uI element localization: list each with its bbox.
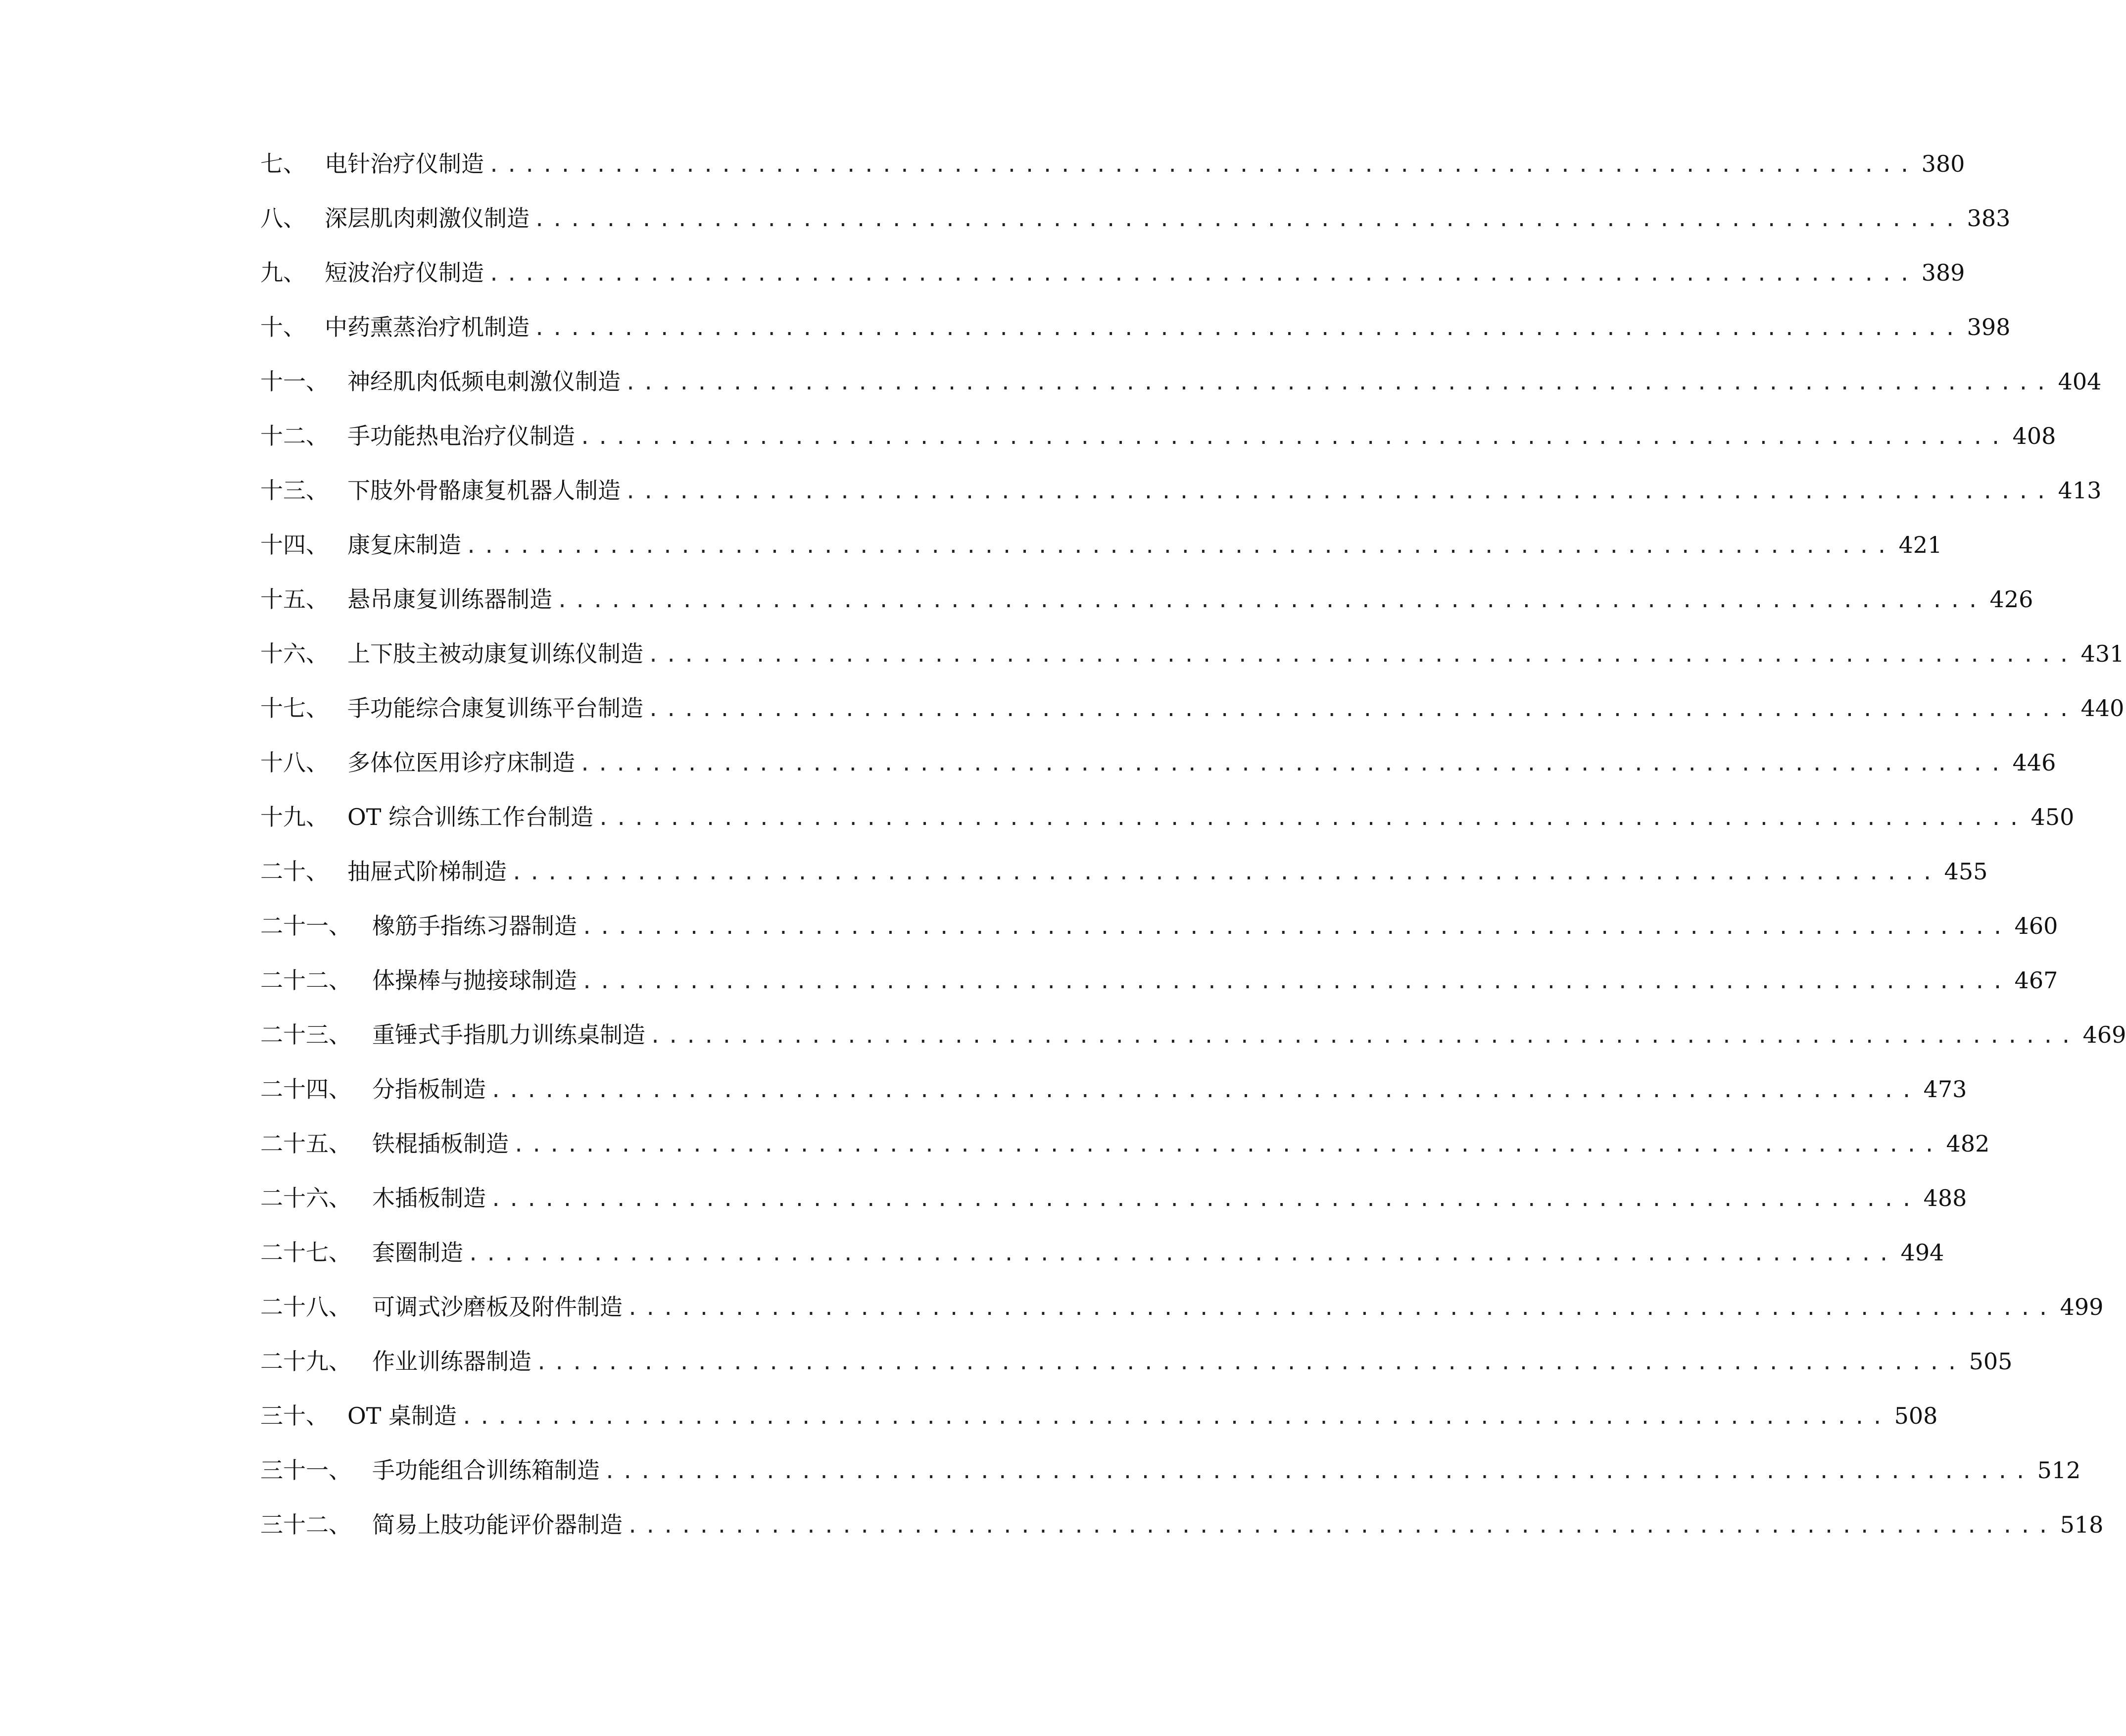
toc-entry-title: 套圈制造 [372, 1239, 463, 1266]
toc-entry[interactable] [260, 636, 2125, 690]
toc-entry-number: 二十八、 [260, 1294, 351, 1320]
toc-entry-title: 深层肌肉刺激仪制造 [325, 205, 530, 232]
toc-entry-page: 383 [1967, 205, 2011, 232]
toc-entry-number: 十八、 [260, 749, 329, 776]
toc-entry-title: 铁棍插板制造 [372, 1130, 509, 1157]
toc-entry-number: 三十一、 [260, 1457, 351, 1484]
toc-entry[interactable] [260, 1126, 1990, 1180]
toc-dot-leader: ................................................................................ [467, 1243, 1896, 1265]
toc-entry-number: 二十六、 [260, 1185, 351, 1211]
toc-entry-page: 499 [2060, 1294, 2104, 1320]
toc-entry[interactable] [260, 309, 2011, 364]
toc-entry-title: 中药熏蒸治疗机制造 [325, 314, 530, 340]
toc-entry-title: 康复床制造 [347, 531, 461, 558]
toc-entry[interactable] [260, 1398, 1938, 1452]
toc-entry-number: 二十一、 [260, 913, 351, 939]
toc-entry[interactable] [260, 1180, 1967, 1235]
toc-entry-number: 二十七、 [260, 1239, 351, 1266]
toc-entry[interactable] [260, 1289, 2104, 1344]
toc-entry-page: 505 [1969, 1348, 2013, 1375]
toc-entry[interactable] [260, 854, 1988, 908]
toc-dot-leader: ................................................................................ [627, 1297, 2055, 1320]
toc-entry-page: 469 [2082, 1021, 2126, 1048]
toc-dot-leader: ................................................................................ [579, 753, 2008, 775]
toc-entry[interactable] [260, 690, 2125, 745]
toc-entry-title: 手功能组合训练箱制造 [372, 1457, 600, 1484]
toc-entry-title: 电针治疗仪制造 [325, 150, 484, 177]
toc-entry-number: 十二、 [260, 423, 329, 449]
toc-dot-leader: ................................................................................ [625, 481, 2053, 503]
toc-entry-page: 380 [1921, 150, 1965, 177]
toc-entry-page: 460 [2014, 913, 2058, 939]
toc-entry-title: 可调式沙磨板及附件制造 [372, 1294, 623, 1320]
toc-entry[interactable] [260, 527, 1942, 581]
toc-entry-number: 九、 [260, 259, 306, 286]
toc-entry-page: 398 [1967, 314, 2011, 340]
toc-entry-title: 体操棒与抛接球制造 [372, 967, 577, 994]
toc-entry[interactable] [260, 908, 2058, 963]
toc-entry-page: 518 [2060, 1511, 2104, 1538]
toc-entry[interactable] [260, 146, 1965, 200]
toc-entry-page: 450 [2030, 804, 2075, 830]
toc-dot-leader: ................................................................................ [535, 1351, 1964, 1374]
toc-dot-leader: ................................................................................ [488, 263, 1917, 286]
toc-entry-number: 十九、 [260, 804, 329, 830]
toc-dot-leader: ................................................................................ [465, 535, 1894, 558]
toc-entry[interactable] [260, 1071, 1967, 1126]
toc-dot-leader: ................................................................................ [627, 1515, 2055, 1538]
toc-dot-leader: ................................................................................ [647, 644, 2076, 667]
toc-entry-title: OT 综合训练工作台制造 [347, 804, 594, 830]
toc-entry-number: 三十二、 [260, 1511, 351, 1538]
toc-entry-page: 446 [2012, 749, 2056, 776]
toc-entry-number: 七、 [260, 150, 306, 177]
toc-entry-title: 多体位医用诊疗床制造 [347, 749, 575, 776]
toc-entry-title: 橡筋手指练习器制造 [372, 913, 577, 939]
toc-entry-number: 十一、 [260, 368, 329, 395]
toc-dot-leader: ................................................................................ [579, 426, 2008, 449]
toc-entry-title: 下肢外骨骼康复机器人制造 [347, 477, 621, 504]
toc-entry[interactable] [260, 473, 2102, 527]
toc-entry-number: 三十、 [260, 1402, 329, 1429]
toc-entry[interactable] [260, 1235, 1944, 1289]
toc-entry-page: 467 [2014, 967, 2058, 994]
toc-entry-title: 分指板制造 [372, 1076, 486, 1103]
toc-entry[interactable] [260, 1344, 2013, 1398]
toc-dot-leader: ................................................................................ [511, 862, 1939, 884]
toc-entry-title: 作业训练器制造 [372, 1348, 532, 1375]
toc-entry-title: 手功能综合康复训练平台制造 [347, 695, 643, 722]
toc-entry[interactable] [260, 364, 2102, 418]
toc-entry[interactable] [260, 200, 2011, 255]
toc-entry-page: 455 [1944, 858, 1988, 885]
toc-dot-leader: ................................................................................ [597, 807, 2026, 830]
table-of-contents [260, 146, 2126, 1561]
toc-entry-page: 413 [2058, 477, 2102, 504]
toc-entry-number: 十、 [260, 314, 306, 340]
toc-entry-page: 494 [1900, 1239, 1944, 1266]
toc-entry-number: 二十九、 [260, 1348, 351, 1375]
toc-entry-number: 十七、 [260, 695, 329, 722]
toc-entry-page: 404 [2058, 368, 2102, 395]
toc-dot-leader: ................................................................................ [461, 1406, 1889, 1429]
toc-entry-title: 重锤式手指肌力训练桌制造 [372, 1021, 645, 1048]
toc-entry-number: 二十四、 [260, 1076, 351, 1103]
toc-entry[interactable] [260, 745, 2056, 799]
toc-dot-leader: ................................................................................ [647, 698, 2076, 721]
toc-entry-page: 421 [1898, 531, 1942, 558]
toc-dot-leader: ................................................................................ [533, 208, 1962, 231]
toc-dot-leader: ................................................................................ [604, 1460, 2032, 1483]
toc-entry-number: 二十五、 [260, 1130, 351, 1157]
toc-entry[interactable] [260, 799, 2075, 854]
toc-dot-leader: ................................................................................ [490, 1188, 1919, 1211]
toc-dot-leader: ................................................................................ [649, 1025, 2078, 1048]
toc-entry-title: 悬吊康复训练器制造 [347, 586, 552, 613]
toc-entry-title: 手功能热电治疗仪制造 [347, 423, 575, 449]
toc-entry[interactable] [260, 255, 1965, 309]
toc-dot-leader: ................................................................................ [533, 317, 1962, 340]
toc-entry-page: 488 [1923, 1185, 1967, 1211]
toc-entry-title: 抽屉式阶梯制造 [347, 858, 507, 885]
toc-dot-leader: ................................................................................ [581, 916, 2010, 939]
toc-entry-title: 简易上肢功能评价器制造 [372, 1511, 623, 1538]
toc-entry-number: 十五、 [260, 586, 329, 613]
toc-entry[interactable] [260, 1017, 2126, 1071]
toc-entry-page: 408 [2012, 423, 2056, 449]
toc-entry-title: 短波治疗仪制造 [325, 259, 484, 286]
toc-entry-number: 二十二、 [260, 967, 351, 994]
toc-entry-page: 512 [2037, 1457, 2081, 1484]
toc-entry-page: 440 [2080, 695, 2125, 722]
toc-entry-title: 神经肌肉低频电刺激仪制造 [347, 368, 621, 395]
toc-entry-title: 上下肢主被动康复训练仪制造 [347, 640, 643, 667]
toc-entry[interactable] [260, 1452, 2081, 1507]
toc-entry[interactable] [260, 581, 2033, 636]
toc-entry-page: 426 [1989, 586, 2033, 613]
toc-entry-number: 十三、 [260, 477, 329, 504]
toc-dot-leader: ................................................................................ [488, 154, 1917, 177]
toc-entry-page: 431 [2080, 640, 2125, 667]
toc-entry-page: 508 [1894, 1402, 1938, 1429]
toc-entry-number: 八、 [260, 205, 306, 232]
toc-dot-leader: ................................................................................ [581, 970, 2010, 993]
toc-dot-leader: ................................................................................ [490, 1079, 1919, 1102]
toc-entry-number: 十六、 [260, 640, 329, 667]
toc-entry-number: 二十三、 [260, 1021, 351, 1048]
toc-entry-number: 二十、 [260, 858, 329, 885]
toc-entry[interactable] [260, 1507, 2104, 1561]
toc-entry-page: 482 [1946, 1130, 1990, 1157]
toc-dot-leader: ................................................................................ [556, 589, 1985, 612]
toc-entry-title: OT 桌制造 [347, 1402, 457, 1429]
toc-entry-number: 十四、 [260, 531, 329, 558]
toc-entry-title: 木插板制造 [372, 1185, 486, 1211]
toc-entry-page: 473 [1923, 1076, 1967, 1103]
toc-entry[interactable] [260, 418, 2056, 473]
toc-dot-leader: ................................................................................ [625, 372, 2053, 394]
toc-entry[interactable] [260, 963, 2058, 1017]
toc-dot-leader: ................................................................................ [513, 1134, 1941, 1157]
toc-entry-page: 389 [1921, 259, 1965, 286]
